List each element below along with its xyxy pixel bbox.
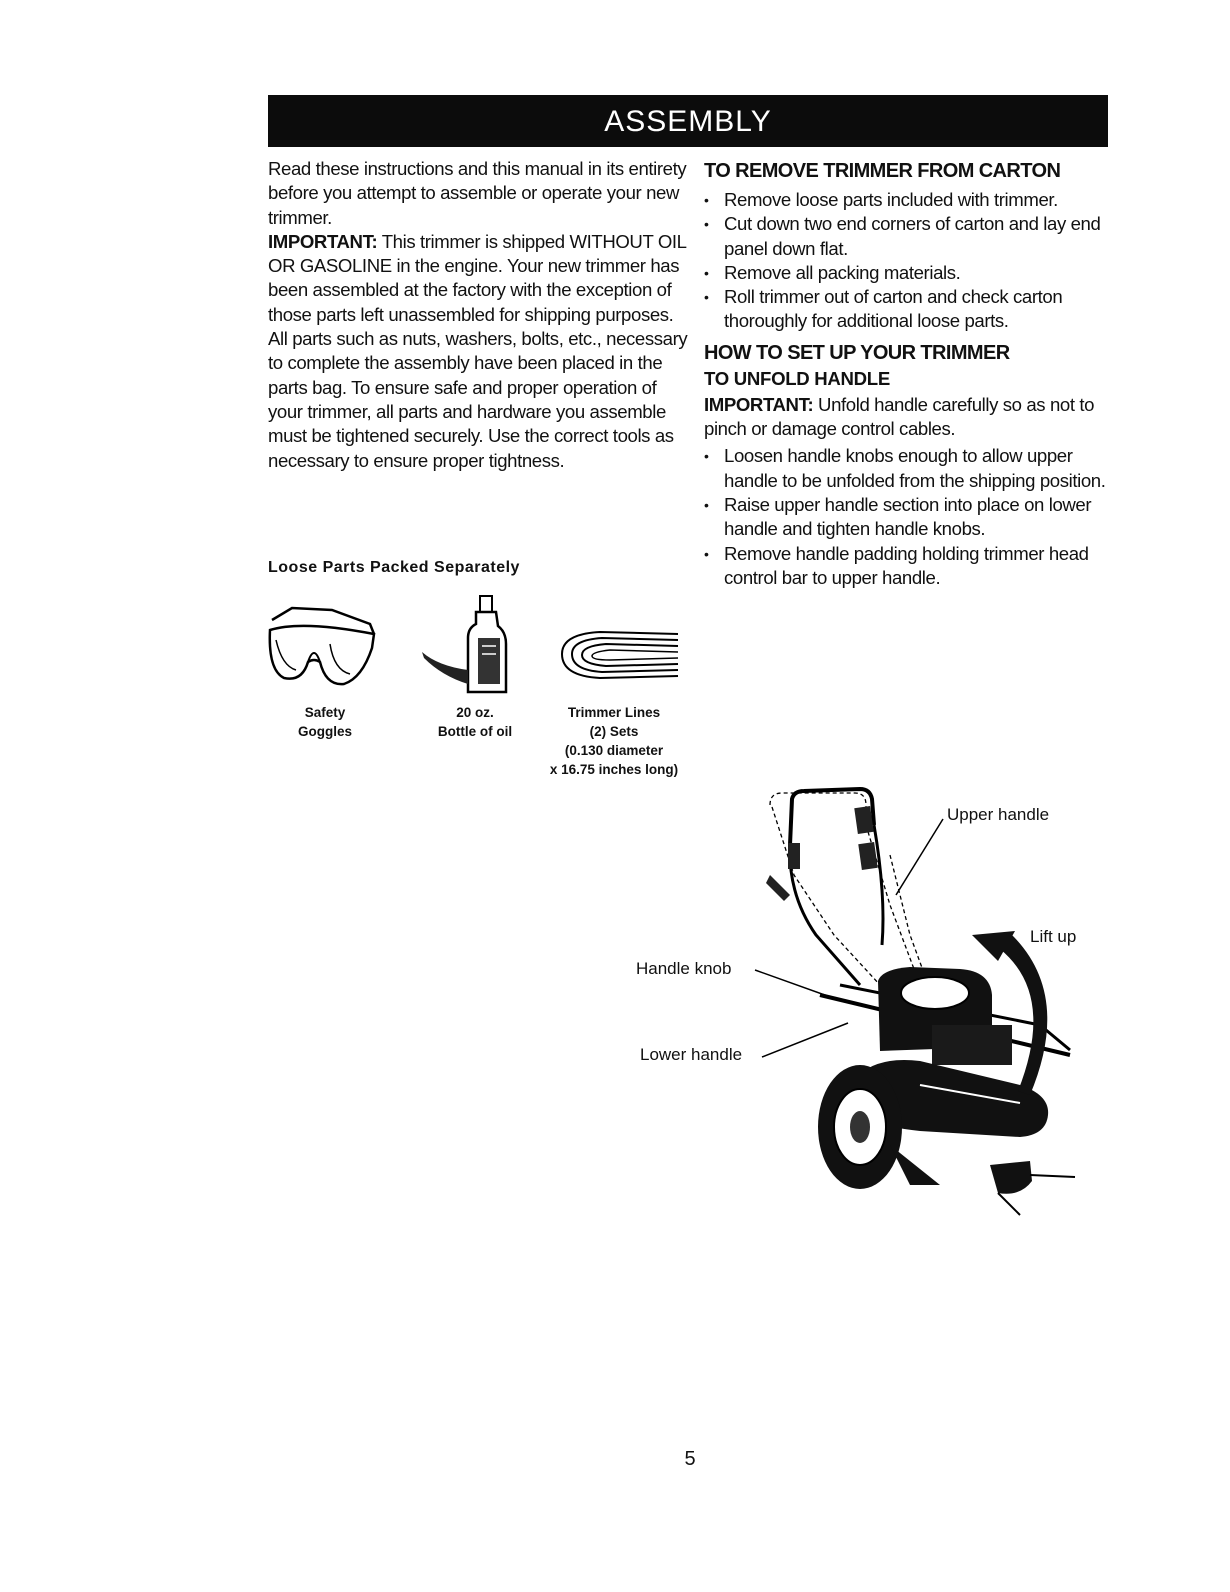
- list-item: • Remove handle padding holding trimmer head control bar to upper handle.: [704, 542, 1114, 591]
- remove-list: [704, 188, 1114, 334]
- intro-important: [268, 230, 688, 473]
- trimmer-lines-caption: [532, 703, 696, 779]
- oil-bottle-icon: [418, 592, 528, 700]
- goggles-caption: [290, 703, 360, 741]
- intro-paragraph: Read these instructions and this manual in its entirety before you attempt to assemble or operate your new trimmer.: [268, 158, 687, 228]
- remove-heading: TO REMOVE TRIMMER FROM CARTON: [704, 160, 1061, 182]
- intro-column: [268, 157, 688, 473]
- list-item: • Loosen handle knobs enough to allow upper handle to be unfolded from the shipping position.: [704, 444, 1114, 493]
- page-number: 5: [684, 1448, 696, 1470]
- caption-line: 20 oz.: [456, 705, 494, 720]
- section-title: ASSEMBLY: [604, 105, 772, 138]
- important-label: IMPORTANT:: [704, 393, 814, 415]
- important-text: Unfold handle carefully so as not to pinch or damage control cables.: [704, 393, 1095, 440]
- handle-knob-label: Handle knob: [636, 959, 732, 978]
- section-banner: [268, 95, 1108, 147]
- lift-up-arrow: [1000, 935, 1047, 1095]
- oil-caption: [420, 703, 530, 741]
- instructions-column: [704, 157, 1114, 595]
- list-item: • Cut down two end corners of carton and lay end panel down flat.: [704, 212, 1114, 261]
- caption-line: (0.130 diameter: [564, 743, 664, 758]
- safety-goggles-icon: [262, 600, 382, 695]
- list-item: • Remove loose parts included with trimmer.: [704, 188, 1114, 212]
- setup-important: [704, 393, 1114, 442]
- trimmer-head: [990, 1161, 1032, 1194]
- lift-up-label: Lift up: [1030, 927, 1077, 946]
- lower-handle-label: Lower handle: [640, 1045, 743, 1064]
- list-item: • Remove all packing materials.: [704, 261, 1114, 285]
- upper-handle-dashed: [770, 793, 866, 825]
- setup-heading: HOW TO SET UP YOUR TRIMMER: [704, 341, 1010, 364]
- setup-list: [704, 444, 1114, 590]
- unfold-subheading: TO UNFOLD HANDLE: [704, 367, 890, 389]
- trimmer-lines-icon: [548, 620, 688, 690]
- caption-line: Goggles: [297, 724, 352, 739]
- caption-line: x 16.75 inches long): [549, 762, 679, 777]
- caption-line: Safety: [304, 705, 346, 720]
- upper-handle-label: Upper handle: [947, 805, 1050, 824]
- important-label: IMPORTANT:: [268, 230, 378, 252]
- trimmer-diagram: [620, 785, 1090, 1225]
- loose-parts-title: Loose Parts Packed Separately: [268, 559, 520, 576]
- important-text: This trimmer is shipped WITHOUT OIL OR GASOLINE in the engine. Your new trimmer has been assembled at the factory with the exception of those parts left unassembled for shipping purposes. All parts such as nuts, washers, bolts, etc., necessary to complete the assembly have been placed in the parts bag. To ensure safe and proper operation of your trimmer, all parts and hardware you assemble must be tightened securely. Use the correct tools as necessary to ensure proper tightness.: [268, 230, 688, 471]
- caption-line: Bottle of oil: [437, 724, 513, 739]
- caption-line: Trimmer Lines: [567, 705, 661, 720]
- list-item: • Roll trimmer out of carton and check carton thoroughly for additional loose parts.: [704, 285, 1114, 334]
- list-item: • Raise upper handle section into place on lower handle and tighten handle knobs.: [704, 493, 1114, 542]
- caption-line: (2) Sets: [589, 724, 639, 739]
